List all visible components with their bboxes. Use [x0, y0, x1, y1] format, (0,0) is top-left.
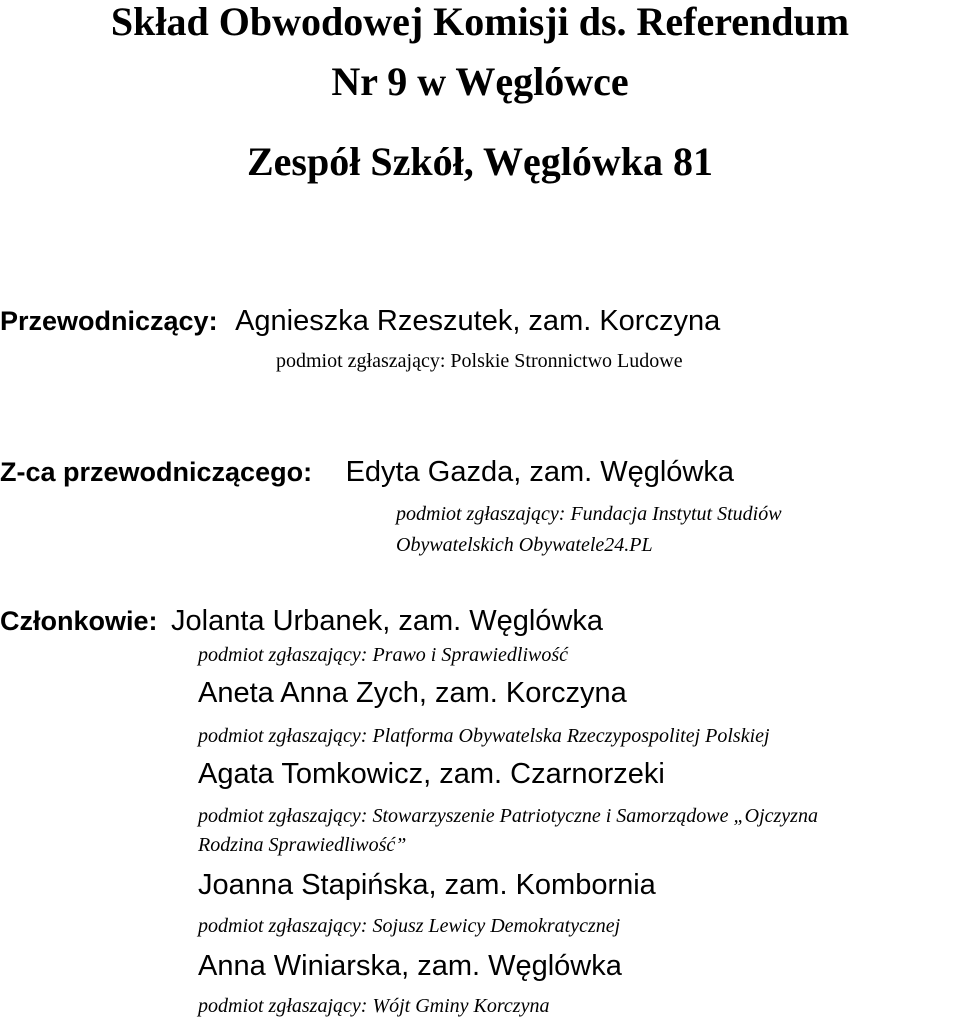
member-nominator-label: podmiot zgłaszający: [198, 915, 368, 937]
member-nominator-label: podmiot zgłaszający: [198, 725, 368, 747]
member-row-1 [0, 604, 603, 638]
commission-address: Zespół Szkół, Węglówka 81 [247, 139, 713, 184]
deputy-nominator [396, 499, 782, 529]
deputy-nominator-cont [396, 530, 653, 560]
deputy-nominator-label: podmiot zgłaszający: [396, 503, 566, 525]
chair-role-label: Przewodniczący: [0, 306, 218, 336]
chair-name: Agnieszka Rzeszutek, zam. Korczyna [235, 305, 721, 337]
member-nominator-entity: Stowarzyszenie Patriotyczne i Samorządowe „Ojczyzna [372, 805, 818, 827]
member-nominator-entity: Sojusz Lewicy Demokratycznej [372, 915, 621, 937]
member-nominator-label: podmiot zgłaszający: [198, 805, 368, 827]
deputy-name: Edyta Gazda, zam. Węglówka [345, 456, 735, 488]
member-nominator [198, 801, 818, 831]
member-nominator [198, 911, 620, 941]
chair-nominator-label: podmiot zgłaszający: [276, 350, 446, 372]
member-nominator-entity: Prawo i Sprawiedliwość [372, 644, 569, 666]
member-name: Agata Tomkowicz, zam. Czarnorzeki [198, 758, 665, 790]
member-nominator-entity: Platforma Obywatelska Rzeczypospolitej Polskiej [372, 725, 770, 747]
page-title: Skład Obwodowej Komisji ds. Referendum [110, 0, 850, 44]
deputy-nominator-entity-cont: Obywatelskich Obywatele24.PL [396, 534, 653, 556]
chair-row [0, 304, 720, 338]
member-name: Aneta Anna Zych, zam. Korczyna [198, 677, 627, 709]
member-nominator-entity: Wójt Gminy Korczyna [372, 995, 550, 1017]
deputy-role-label: Z-ca przewodniczącego: [0, 457, 313, 487]
chair-nominator [276, 346, 683, 376]
member-nominator [198, 640, 568, 670]
member-nominator-label: podmiot zgłaszający: [198, 644, 368, 666]
commission-number: Nr 9 w Węglówce [331, 59, 629, 104]
member-nominator-cont [198, 830, 406, 860]
member-nominator-label: podmiot zgłaszający: [198, 995, 368, 1017]
deputy-row [0, 455, 734, 489]
deputy-nominator-entity: Fundacja Instytut Studiów [570, 503, 782, 525]
member-name: Anna Winiarska, zam. Węglówka [198, 950, 622, 982]
member-nominator-entity-cont: Rodzina Sprawiedliwość” [198, 834, 407, 856]
member-nominator [198, 721, 770, 751]
member-name: Jolanta Urbanek, zam. Węglówka [171, 605, 603, 637]
members-role-label: Członkowie: [0, 606, 158, 636]
member-nominator [198, 991, 549, 1021]
chair-nominator-entity: Polskie Stronnictwo Ludowe [450, 350, 683, 372]
member-name: Joanna Stapińska, zam. Kombornia [198, 869, 656, 901]
